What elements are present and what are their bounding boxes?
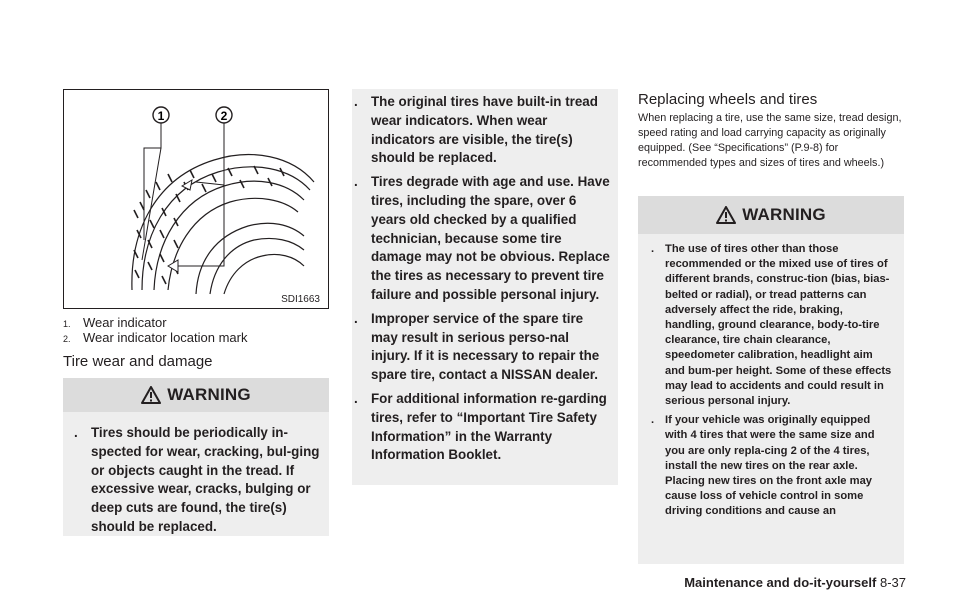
caption-number: 2. [63,334,71,344]
warning-continuation-panel [352,89,618,485]
warning-header [638,196,904,234]
list-item-text: Tires should be periodically in-spected for wear, cracking, bul-ging or objects caught in the tread. If excessive wear, cracks, bulging or deep cuts are found, the tire(s) should be replaced. [91,425,320,534]
page-footer [684,575,906,590]
tire-wear-figure [63,89,329,309]
warning-box-replacing [638,196,904,564]
bullet-dot: . [354,174,358,190]
section-heading-replacing: Replacing wheels and tires [638,91,818,108]
warning-title: WARNING [742,205,826,224]
list-item-text: Tires degrade with age and use. Have tires, including the spare, over 6 years old checked by a qualified technician, because some tire damage may not be obvious. Replace the tires as necessary to prevent tire failure and possible personal injury. [371,174,610,302]
list-item-text: The original tires have built-in tread wear indicators. When wear indicators are visible, the tire(s) should be replaced. [371,94,598,166]
warning-box-tire-wear [63,378,329,536]
warning-body [63,412,329,536]
list-item [354,310,611,385]
warning-list [651,242,895,524]
caption-text: Wear indicator location mark [83,330,248,345]
caption-text: Wear indicator [83,315,167,330]
bullet-dot: . [74,425,78,440]
callout-1: 1 [157,109,165,123]
warning-header [63,378,329,412]
bullet-dot: . [651,243,655,255]
list-item [651,242,895,409]
list-item-text: For additional information re-garding tires, refer to “Important Tire Safety Information” in the Warranty Information Booklet. [371,390,607,463]
list-item [354,173,611,305]
bullet-dot: . [354,94,358,109]
warning-triangle-icon [141,386,161,404]
list-item [354,93,611,168]
list-item-text: If your vehicle was originally equipped with 4 tires that were the same size and you are only repla-cing 2 of the 4 tires, install the new tires on the rear axle. Placing new tires on the front axle may cause loss of vehicle control in some driving conditions and cause an [665,414,875,518]
section-heading-tire-wear: Tire wear and damage [63,353,213,370]
section-body-text: When replacing a tire, use the same size, tread design, speed rating and load carrying capacity as originally equipped. (See “Specifications” (P.9-8) for recommended types and sizes of tires and wheels.) [638,112,902,169]
warning-title: WARNING [167,385,251,404]
warning-list [74,424,321,537]
warning-body [638,234,904,564]
footer-section: Maintenance and do-it-yourself [684,575,877,590]
list-item [354,390,611,465]
caption-item [63,330,333,347]
tire-tread-illustration [64,90,328,308]
list-item [74,424,321,537]
warning-triangle-icon [716,206,736,224]
bullet-dot: . [651,414,655,427]
list-item-text: Improper service of the spare tire may result in serious perso-nal injury. If it is necessary to repair the spare tire, contact a NISSAN dealer. [371,310,600,383]
page-number: 8-37 [879,575,906,590]
bullet-dot: . [354,310,358,326]
callout-2: 2 [220,109,228,123]
bullet-dot: . [354,390,358,406]
list-item-text: The use of tires other than those recommended or the mixed use of tires of different brands, construc-tion (bias, bias-belted or radial), or tread patterns can adversely affect the ride, braking, handling, ground clearance, body-to-tire clearance, tire chain clearance, speedometer calibration, headlight aim and bum-per height. Some of these effects may lead to accidents and could result in serious personal injury. [665,243,892,408]
warning-list [354,93,611,470]
list-item [651,413,895,519]
figure-code: SDI1663 [281,294,320,305]
caption-number: 1. [63,319,71,329]
